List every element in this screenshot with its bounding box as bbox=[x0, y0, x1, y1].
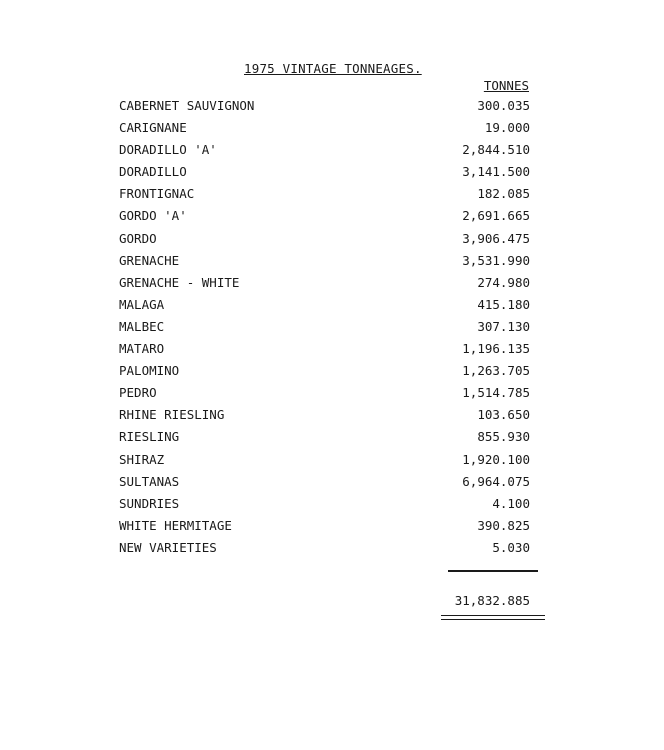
table-row bbox=[119, 495, 530, 517]
tonnes-value: 4.100 bbox=[492, 495, 530, 511]
table-row bbox=[119, 539, 530, 561]
tonnes-value: 855.930 bbox=[477, 429, 530, 445]
table-row bbox=[119, 406, 530, 428]
tonnes-value: 1,263.705 bbox=[462, 363, 530, 379]
variety-name: NEW VARIETIES bbox=[119, 539, 217, 555]
variety-name: PEDRO bbox=[119, 385, 157, 401]
table-row bbox=[119, 451, 530, 473]
variety-name: DORADILLO 'A' bbox=[119, 142, 217, 158]
table-row bbox=[119, 97, 530, 119]
variety-name: MALBEC bbox=[119, 318, 165, 334]
tonnes-value: 300.035 bbox=[477, 98, 530, 113]
table-row bbox=[119, 119, 530, 141]
table-row bbox=[119, 384, 530, 406]
variety-name: SHIRAZ bbox=[119, 451, 165, 467]
tonnes-value: 1,196.135 bbox=[462, 341, 530, 357]
tonnes-value: 2,844.510 bbox=[462, 142, 530, 158]
tonnes-value: 3,141.500 bbox=[462, 164, 530, 180]
variety-name: PALOMINO bbox=[119, 363, 180, 379]
variety-name: DORADILLO bbox=[119, 164, 187, 180]
variety-name: CABERNET SAUVIGNON bbox=[119, 98, 255, 113]
tonnes-value: 415.180 bbox=[477, 296, 530, 312]
table-row bbox=[119, 185, 530, 207]
variety-name: MALAGA bbox=[119, 296, 165, 312]
document-title: 1975 VINTAGE TONNEAGES. bbox=[244, 61, 422, 76]
tonnes-value: 1,920.100 bbox=[462, 451, 530, 467]
tonnes-value: 6,964.075 bbox=[462, 473, 530, 489]
total-value: 31,832.885 bbox=[454, 593, 530, 608]
table-row bbox=[119, 473, 530, 495]
variety-name: GRENACHE bbox=[119, 252, 180, 268]
tonnes-value: 19.000 bbox=[484, 120, 530, 136]
total-double-rule-bottom bbox=[441, 619, 545, 620]
tonnes-value: 390.825 bbox=[477, 517, 530, 533]
table-row bbox=[119, 252, 530, 274]
variety-name: GORDO 'A' bbox=[119, 208, 187, 224]
tonnes-value: 307.130 bbox=[477, 318, 530, 334]
table-row bbox=[119, 296, 530, 318]
tonnage-table bbox=[119, 97, 530, 561]
table-row bbox=[119, 428, 530, 450]
variety-name: SULTANAS bbox=[119, 473, 180, 489]
variety-name: WHITE HERMITAGE bbox=[119, 517, 232, 533]
table-row bbox=[119, 340, 530, 362]
variety-name: GORDO bbox=[119, 230, 157, 246]
tonnes-value: 103.650 bbox=[477, 407, 530, 423]
tonnes-value: 3,906.475 bbox=[462, 230, 530, 246]
table-row bbox=[119, 141, 530, 163]
variety-name: CARIGNANE bbox=[119, 120, 187, 136]
variety-name: MATARO bbox=[119, 341, 165, 357]
variety-name: SUNDRIES bbox=[119, 495, 180, 511]
table-row bbox=[119, 517, 530, 539]
table-row bbox=[119, 230, 530, 252]
table-row bbox=[119, 362, 530, 384]
variety-name: FRONTIGNAC bbox=[119, 186, 195, 202]
table-row bbox=[119, 163, 530, 185]
tonnes-value: 3,531.990 bbox=[462, 252, 530, 268]
tonnes-value: 1,514.785 bbox=[462, 385, 530, 401]
table-row bbox=[119, 274, 530, 296]
tonnes-column-header: TONNES bbox=[483, 78, 529, 93]
tonnes-value: 182.085 bbox=[477, 186, 530, 202]
variety-name: GRENACHE - WHITE bbox=[119, 274, 240, 290]
variety-name: RHINE RIESLING bbox=[119, 407, 225, 423]
tonnes-value: 2,691.665 bbox=[462, 208, 530, 224]
tonnes-value: 274.980 bbox=[477, 274, 530, 290]
total-double-rule-top bbox=[441, 615, 545, 616]
variety-name: RIESLING bbox=[119, 429, 180, 445]
subtotal-rule bbox=[448, 570, 538, 572]
table-row bbox=[119, 207, 530, 229]
table-row bbox=[119, 318, 530, 340]
tonnes-value: 5.030 bbox=[492, 539, 530, 555]
